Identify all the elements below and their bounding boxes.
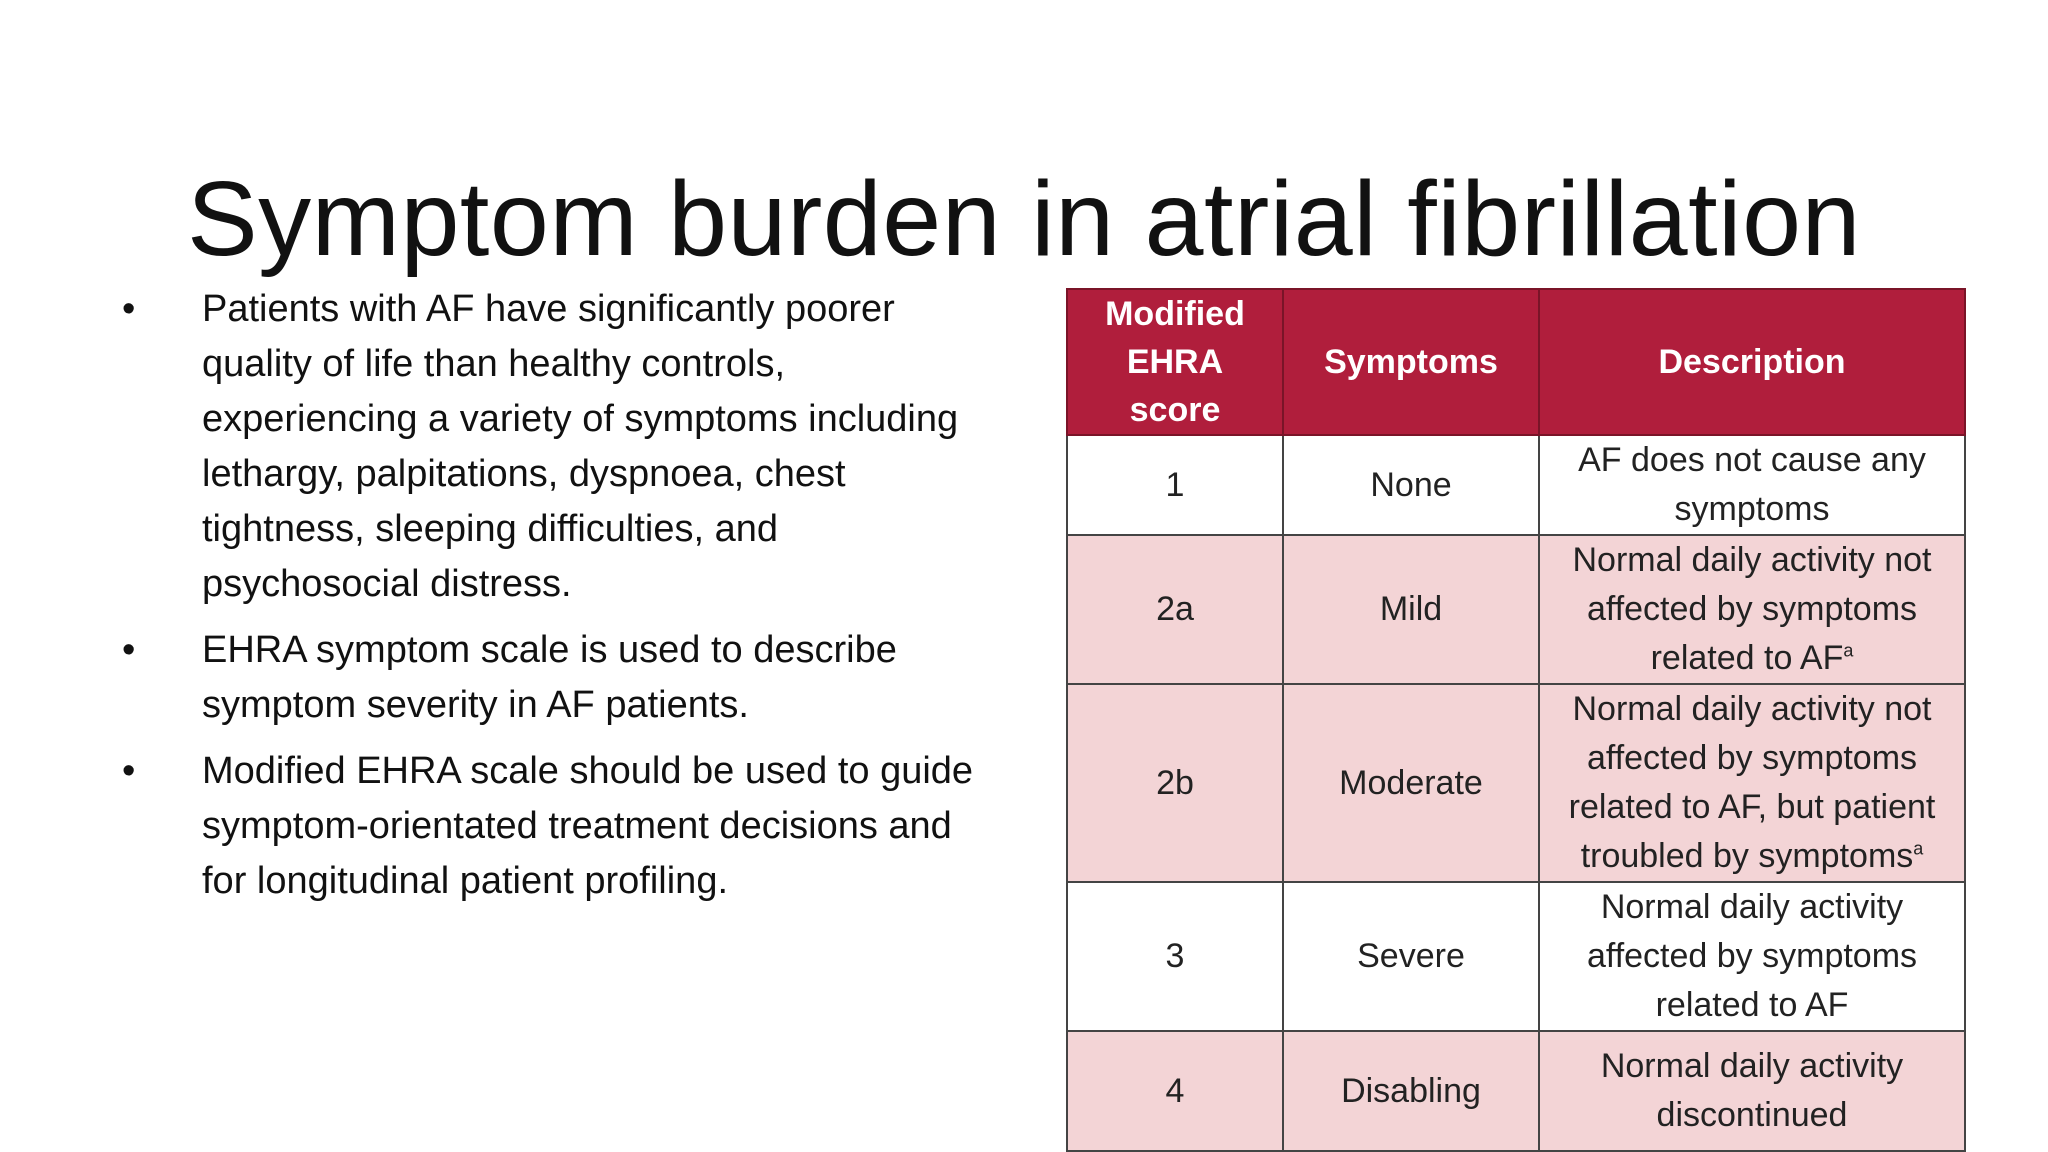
slide-title: Symptom burden in atrial fibrillation xyxy=(186,160,1862,279)
table-row xyxy=(1067,1031,1965,1151)
cell-symptoms: Severe xyxy=(1283,882,1539,1031)
bullet-item xyxy=(118,623,998,733)
cell-symptoms: Mild xyxy=(1283,535,1539,684)
cell-score: 2a xyxy=(1067,535,1283,684)
cell-description: Normal daily activity affected by symptoms related to AF xyxy=(1539,882,1965,1031)
table-header-row xyxy=(1067,289,1965,435)
cell-symptoms: Disabling xyxy=(1283,1031,1539,1151)
bullet-text: Patients with AF have significantly poorer quality of life than healthy controls, experiencing a variety of symptoms including lethargy, palpitations, dyspnoea, chest tightness, sleeping difficulties, and psychosocial distress. xyxy=(202,288,959,605)
table-row xyxy=(1067,684,1965,882)
cell-description: AF does not cause any symptoms xyxy=(1539,435,1965,535)
header-score-line2: EHRA score xyxy=(1126,343,1224,429)
cell-description-text: Normal daily activity not affected by symptoms related to AF xyxy=(1572,541,1932,677)
bullet-item xyxy=(118,744,998,909)
table-row xyxy=(1067,435,1965,535)
header-score xyxy=(1067,289,1283,435)
cell-description: Normal daily activity discontinued xyxy=(1539,1031,1965,1151)
cell-score: 2b xyxy=(1067,684,1283,882)
ehra-table xyxy=(1066,288,1966,1152)
cell-score: 1 xyxy=(1067,435,1283,535)
cell-description xyxy=(1539,684,1965,882)
footnote-mark: a xyxy=(1843,640,1854,661)
cell-description xyxy=(1539,535,1965,684)
cell-description-text: Normal daily activity not affected by symptoms related to AF, but patient troubled by symptoms xyxy=(1568,690,1936,875)
cell-score: 4 xyxy=(1067,1031,1283,1151)
bullet-text: Modified EHRA scale should be used to guide symptom-orientated treatment decisions and for longitudinal patient profiling. xyxy=(202,750,974,902)
cell-score: 3 xyxy=(1067,882,1283,1031)
cell-symptoms: None xyxy=(1283,435,1539,535)
bullet-dot-icon: • xyxy=(122,750,136,792)
table-row xyxy=(1067,882,1965,1031)
header-symptoms: Symptoms xyxy=(1283,289,1539,435)
bullet-dot-icon: • xyxy=(122,629,136,671)
table-row xyxy=(1067,535,1965,684)
bullet-list xyxy=(118,282,998,920)
bullet-item xyxy=(118,282,998,612)
ehra-table-container xyxy=(1066,288,1966,1152)
bullet-dot-icon: • xyxy=(122,288,136,330)
footnote-mark: a xyxy=(1913,838,1924,859)
bullet-text: EHRA symptom scale is used to describe symptom severity in AF patients. xyxy=(202,629,897,726)
cell-symptoms: Moderate xyxy=(1283,684,1539,882)
header-description: Description xyxy=(1539,289,1965,435)
header-score-line1: Modified xyxy=(1105,295,1245,333)
